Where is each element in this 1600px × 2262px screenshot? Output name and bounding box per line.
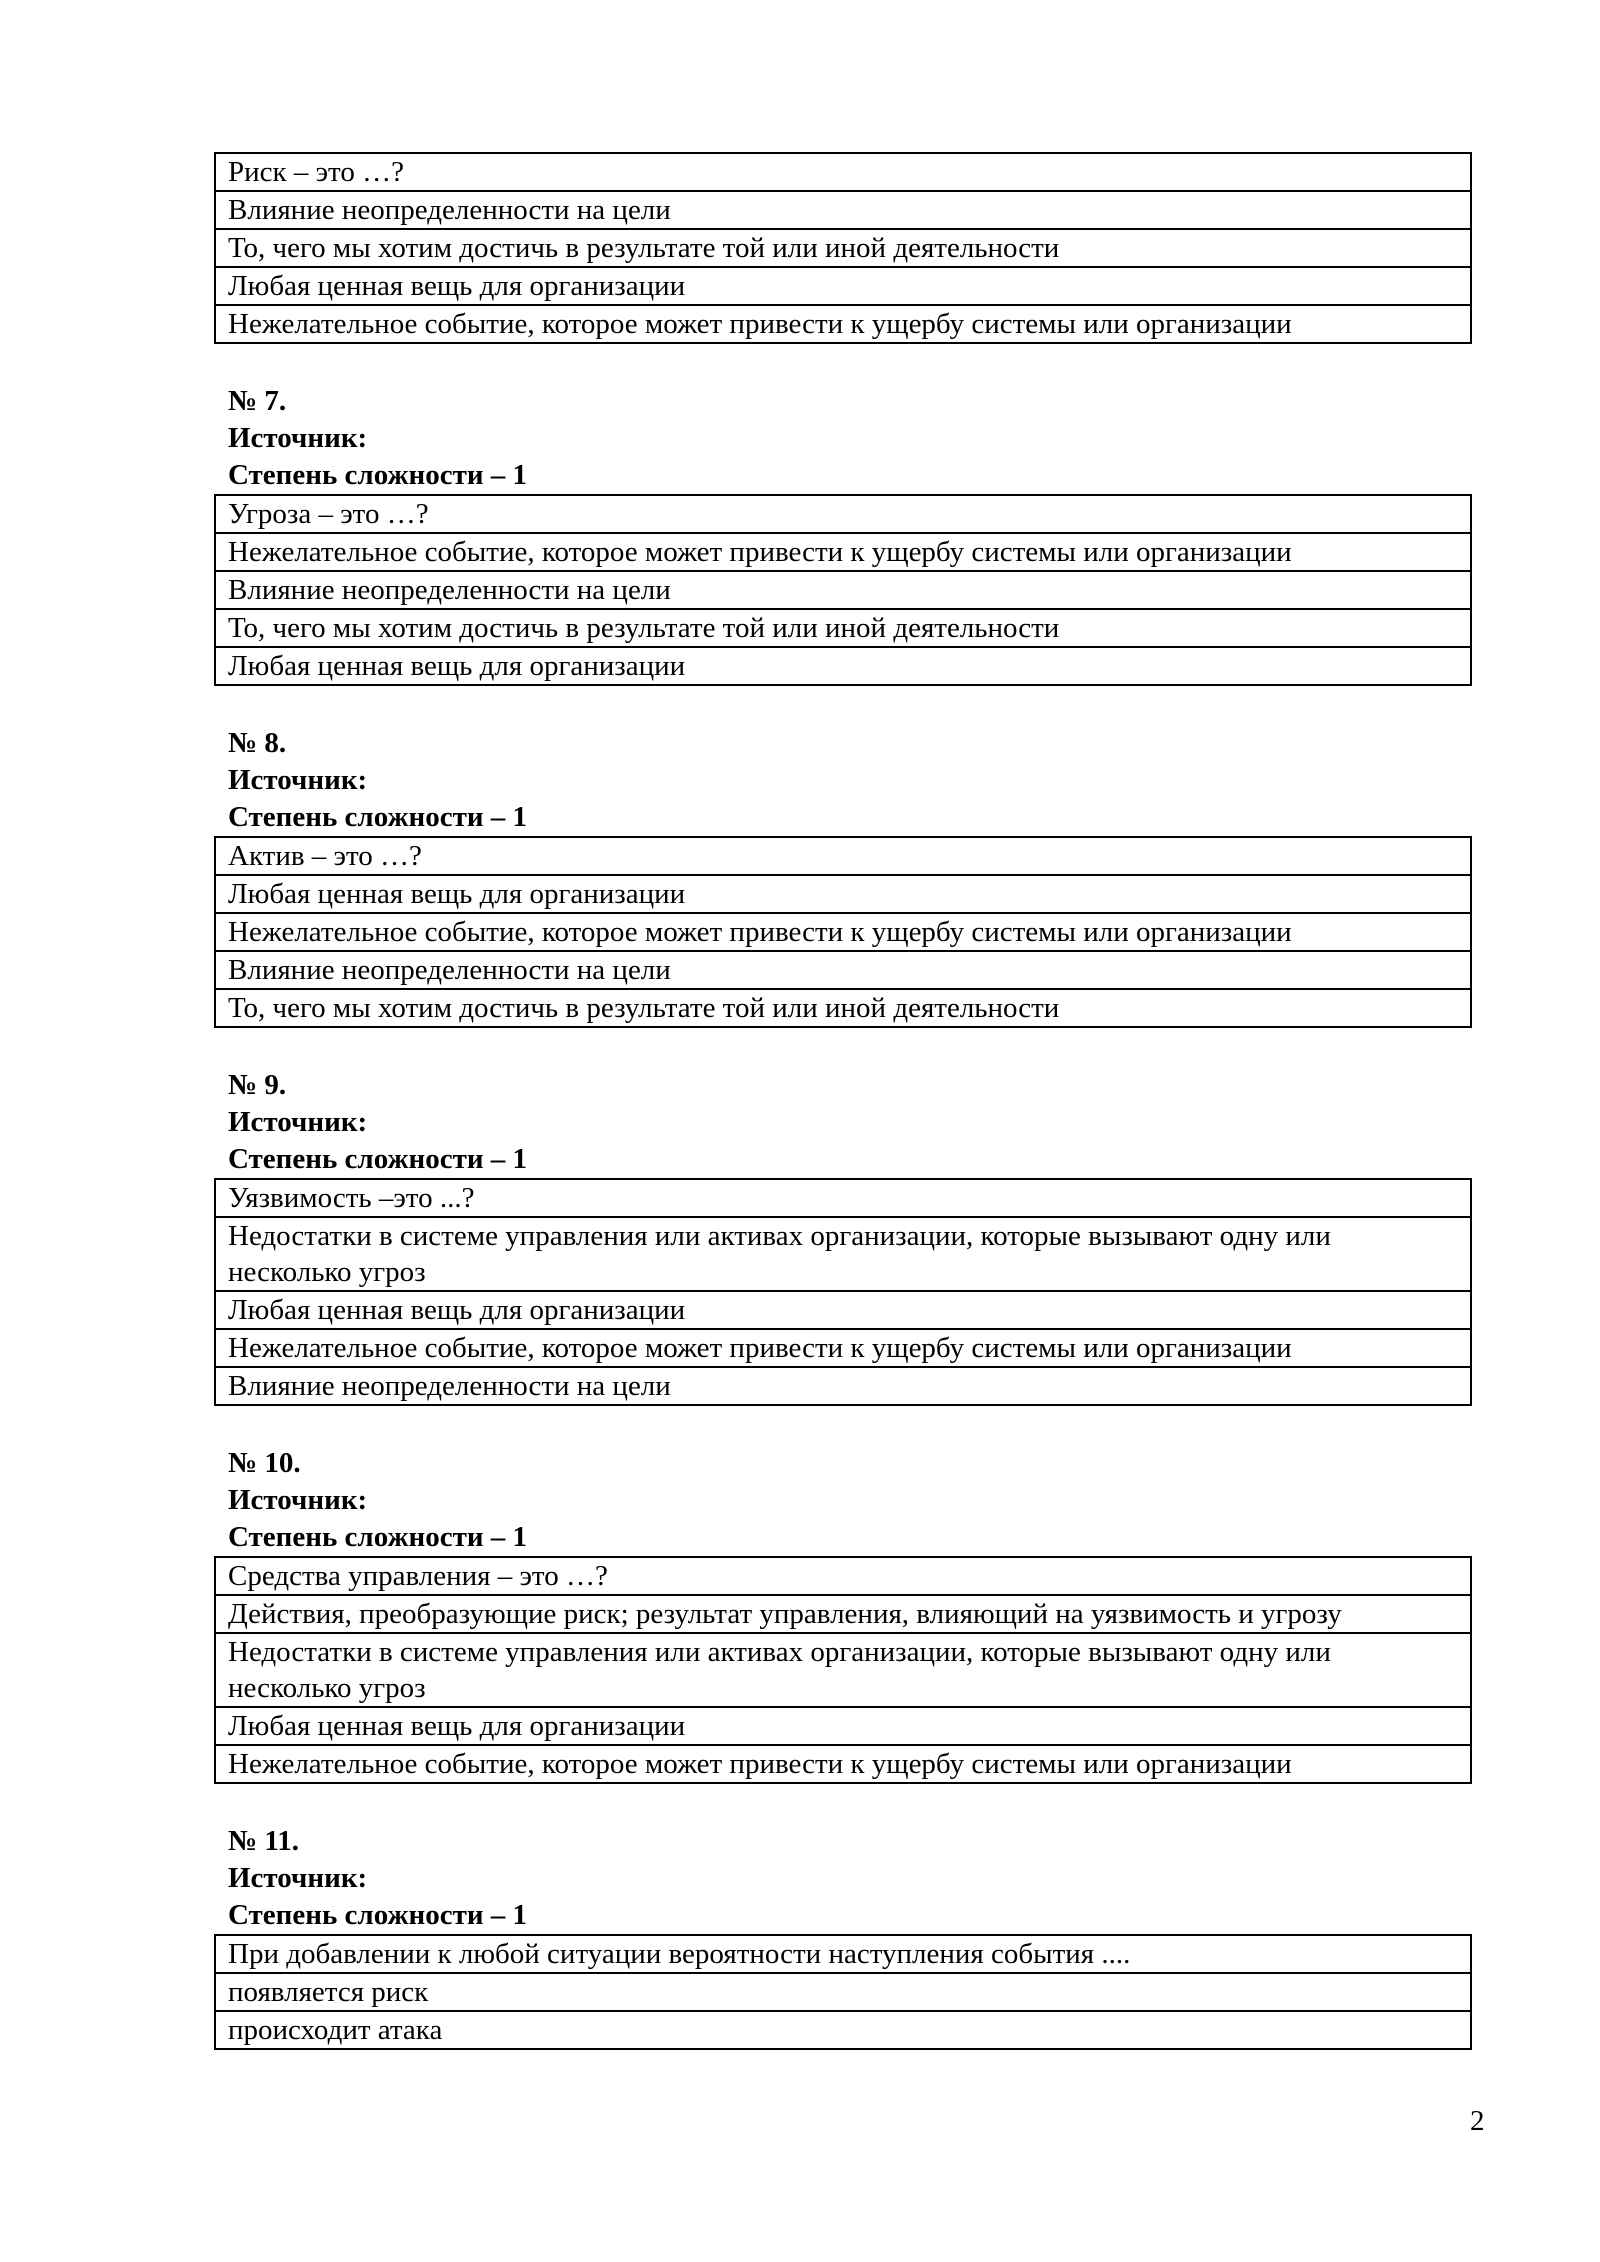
answer-option-row	[215, 191, 1471, 229]
answer-option-row	[215, 875, 1471, 913]
question-source: Источник:	[228, 1862, 368, 1894]
question-row	[215, 153, 1471, 191]
question-text: Угроза – это …?	[215, 495, 1471, 533]
question-text: Средства управления – это …?	[215, 1557, 1471, 1595]
question-table	[214, 1556, 1472, 1784]
answer-option-text: Любая ценная вещь для организации	[215, 1707, 1471, 1745]
document-content	[214, 152, 1472, 2050]
question-source: Источник:	[228, 422, 368, 454]
question-text: Риск – это …?	[215, 153, 1471, 191]
page-number: 2	[1470, 2105, 1485, 2137]
block-gap	[214, 1784, 1472, 1823]
answer-option-text: Влияние неопределенности на цели	[215, 191, 1471, 229]
question-source: Источник:	[228, 764, 368, 796]
block-gap	[214, 1028, 1472, 1067]
answer-option-row	[215, 267, 1471, 305]
answer-option-row	[215, 1291, 1471, 1329]
answer-option-row	[215, 305, 1471, 343]
answer-option-text: Недостатки в системе управления или активах организации, которые вызывают одну или несколько угроз	[215, 1633, 1471, 1707]
answer-option-text: То, чего мы хотим достичь в результате той или иной деятельности	[215, 609, 1471, 647]
answer-option-text: происходит атака	[215, 2011, 1471, 2049]
answer-option-row	[215, 951, 1471, 989]
answer-option-text: Действия, преобразующие риск; результат управления, влияющий на уязвимость и угрозу	[215, 1595, 1471, 1633]
answer-option-text: Влияние неопределенности на цели	[215, 1367, 1471, 1405]
answer-option-text: появляется риск	[215, 1973, 1471, 2011]
question-row	[215, 495, 1471, 533]
answer-option-text: Нежелательное событие, которое может привести к ущербу системы или организации	[215, 1745, 1471, 1783]
question-difficulty: Степень сложности – 1	[228, 1521, 528, 1553]
answer-option-text: Нежелательное событие, которое может привести к ущербу системы или организации	[215, 533, 1471, 571]
answer-option-text: Нежелательное событие, которое может привести к ущербу системы или организации	[215, 305, 1471, 343]
question-table	[214, 494, 1472, 686]
answer-option-row	[215, 571, 1471, 609]
question-row	[215, 1935, 1471, 1973]
answer-option-row	[215, 913, 1471, 951]
question-row	[215, 1557, 1471, 1595]
question-difficulty: Степень сложности – 1	[228, 1143, 528, 1175]
answer-option-text: Любая ценная вещь для организации	[215, 1291, 1471, 1329]
answer-option-row	[215, 229, 1471, 267]
question-number: № 11.	[228, 1825, 300, 1857]
question-number: № 9.	[228, 1069, 287, 1101]
answer-option-text: То, чего мы хотим достичь в результате той или иной деятельности	[215, 989, 1471, 1027]
answer-option-text: Недостатки в системе управления или активах организации, которые вызывают одну или несколько угроз	[215, 1217, 1471, 1291]
answer-option-row	[215, 647, 1471, 685]
question-source: Источник:	[228, 1106, 368, 1138]
question-difficulty: Степень сложности – 1	[228, 1899, 528, 1931]
answer-option-row	[215, 1367, 1471, 1405]
question-table	[214, 152, 1472, 344]
answer-option-row	[215, 1633, 1471, 1707]
answer-option-row	[215, 533, 1471, 571]
answer-option-row	[215, 609, 1471, 647]
question-text: Уязвимость –это ...?	[215, 1179, 1471, 1217]
question-table	[214, 1178, 1472, 1406]
block-gap	[214, 344, 1472, 383]
answer-option-text: Любая ценная вещь для организации	[215, 875, 1471, 913]
answer-option-row	[215, 989, 1471, 1027]
answer-option-row	[215, 1707, 1471, 1745]
question-text: Актив – это …?	[215, 837, 1471, 875]
answer-option-row	[215, 1745, 1471, 1783]
question-difficulty: Степень сложности – 1	[228, 459, 528, 491]
answer-option-row	[215, 1329, 1471, 1367]
answer-option-text: Влияние неопределенности на цели	[215, 571, 1471, 609]
question-number: № 7.	[228, 385, 287, 417]
answer-option-row	[215, 1595, 1471, 1633]
question-source: Источник:	[228, 1484, 368, 1516]
answer-option-text: Влияние неопределенности на цели	[215, 951, 1471, 989]
question-table	[214, 1934, 1472, 2050]
answer-option-row	[215, 2011, 1471, 2049]
question-table	[214, 836, 1472, 1028]
block-gap	[214, 1406, 1472, 1445]
answer-option-text: Нежелательное событие, которое может привести к ущербу системы или организации	[215, 1329, 1471, 1367]
answer-option-row	[215, 1217, 1471, 1291]
question-difficulty: Степень сложности – 1	[228, 801, 528, 833]
answer-option-row	[215, 1973, 1471, 2011]
answer-option-text: Любая ценная вещь для организации	[215, 267, 1471, 305]
block-gap	[214, 686, 1472, 725]
question-number: № 8.	[228, 727, 287, 759]
question-row	[215, 1179, 1471, 1217]
answer-option-text: То, чего мы хотим достичь в результате той или иной деятельности	[215, 229, 1471, 267]
answer-option-text: Любая ценная вещь для организации	[215, 647, 1471, 685]
question-row	[215, 837, 1471, 875]
question-number: № 10.	[228, 1447, 301, 1479]
question-text: При добавлении к любой ситуации вероятности наступления события ....	[215, 1935, 1471, 1973]
answer-option-text: Нежелательное событие, которое может привести к ущербу системы или организации	[215, 913, 1471, 951]
